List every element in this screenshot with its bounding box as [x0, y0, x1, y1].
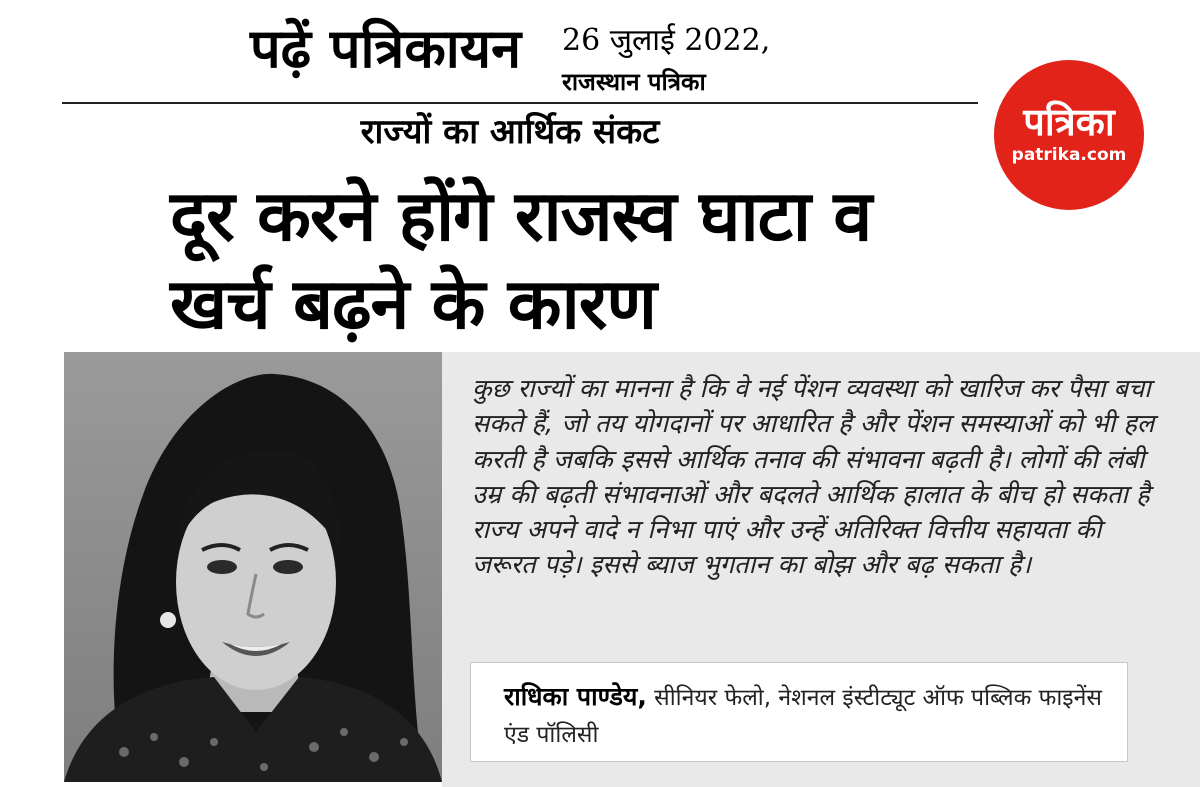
- eye-left: [207, 560, 237, 574]
- logo-name: पत्रिका: [1023, 99, 1115, 144]
- article-headline: [170, 172, 930, 348]
- header-title: पढ़ें पत्रिकायन: [250, 17, 522, 80]
- dateline: 26 जुलाई 2022,: [562, 23, 771, 58]
- patrika-logo[interactable]: [994, 60, 1144, 210]
- author-portrait-icon: [64, 352, 442, 782]
- byline: [504, 678, 1104, 754]
- logo-domain: patrika.com: [1011, 144, 1127, 165]
- author-title: सीनियर फेलो, नेशनल इंस्टीट्यूट ऑफ पब्लिक फाइनेंस एंड पॉलिसी: [504, 685, 1102, 748]
- author-name: राधिका पाण्डेय,: [504, 682, 647, 711]
- header-rule: [62, 102, 978, 104]
- article-kicker: राज्यों का आर्थिक संकट: [360, 112, 660, 152]
- eye-right: [273, 560, 303, 574]
- author-photo: [64, 352, 442, 782]
- article-quote: कुछ राज्यों का मानना है कि वे नई पेंशन व्यवस्था को खारिज कर पैसा बचा सकते हैं, जो तय योगदानों पर आधारित है और पेंशन समस्याओं को भी हल करती है जबकि इससे आर्थिक तनाव की संभावना बढ़ती है। लोगों की लंबी उम्र की बढ़ती संभावनाओं और बदलते आर्थिक हालात के बीच हो सकता है राज्य अपने वादे न निभा पाएं और उन्हें अतिरिक्त वित्तीय सहायता की जरूरत पड़े। इससे ब्याज भुगतान का बोझ और बढ़ सकता है।: [472, 374, 1155, 581]
- publication-name: राजस्थान पत्रिका: [562, 68, 706, 96]
- earring-shape: [160, 612, 176, 628]
- headline-line-1: दूर करने होंगे राजस्व घाटा व: [170, 175, 872, 257]
- headline-line-2: खर्च बढ़ने के कारण: [170, 263, 656, 346]
